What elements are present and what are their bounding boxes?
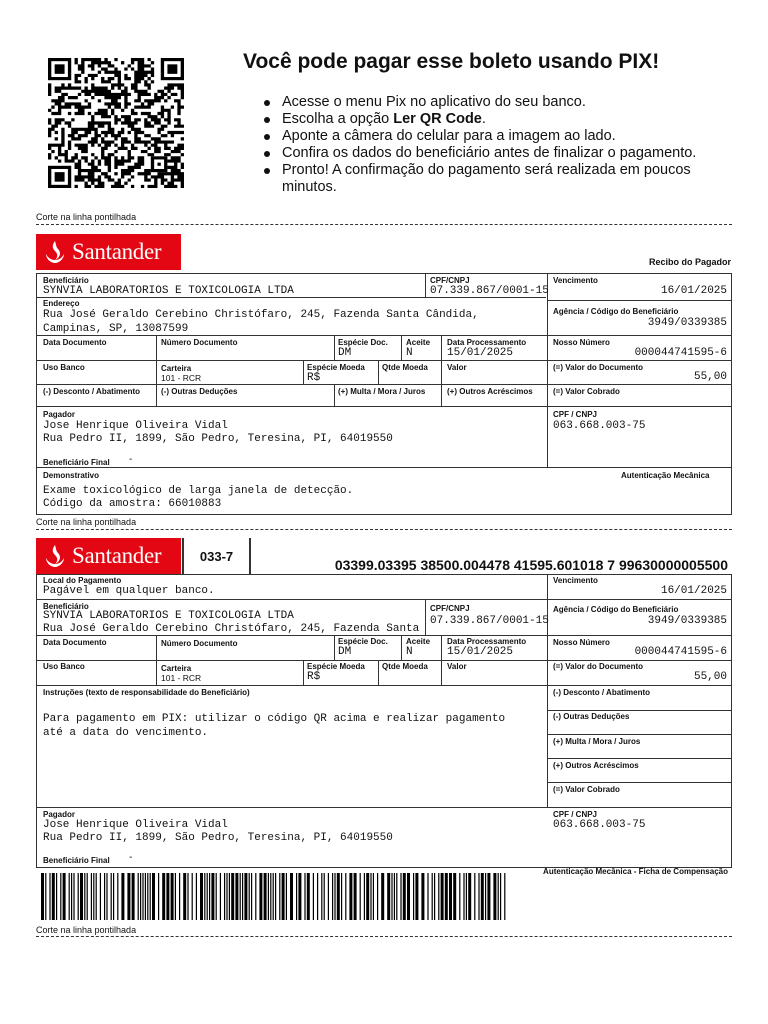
pagador-cpf-label: CPF / CNPJ <box>553 810 598 819</box>
demonstrativo-linha1: Exame toxicológico de larga janela de detecção. <box>43 485 354 497</box>
bank-code: 033-7 <box>182 538 251 574</box>
nosso-numero-label: Nosso Número <box>553 638 610 647</box>
pix-step: Acesse o menu Pix no aplicativo do seu banco. <box>264 94 734 111</box>
agencia-value: 3949/0339385 <box>647 615 727 627</box>
outras-deducoes-label: (-) Outras Deduções <box>553 712 630 721</box>
carteira-label: Carteira <box>161 364 192 373</box>
carteira-value: 101 - RCR <box>161 673 202 683</box>
agencia-value: 3949/0339385 <box>647 317 727 329</box>
data-documento-label: Data Documento <box>43 338 107 347</box>
demonstrativo-label: Demonstrativo <box>43 471 100 480</box>
beneficiario-endereco: Rua José Geraldo Cerebino Christófaro, 245, Fazenda Santa <box>43 623 420 635</box>
data-processamento-value: 15/01/2025 <box>447 347 514 359</box>
aceite-label: Aceite <box>406 338 431 347</box>
cpf-cnpj-value: 07.339.867/0001-15 <box>430 285 549 297</box>
endereco-label: Endereço <box>43 299 80 308</box>
outras-deducoes-label: (-) Outras Deduções <box>161 387 238 396</box>
beneficiario-value: SYNVIA LABORATORIOS E TOXICOLOGIA LTDA <box>43 610 294 622</box>
beneficiario-value: SYNVIA LABORATORIOS E TOXICOLOGIA LTDA <box>43 285 294 297</box>
multa-label: (+) Multa / Mora / Juros <box>338 387 426 396</box>
especie-moeda-label: Espécie Moeda <box>307 662 365 671</box>
numero-documento-label: Número Documento <box>161 639 238 648</box>
outros-acrescimos-label: (+) Outros Acréscimos <box>447 387 533 396</box>
instrucoes-label: Instruções (texto de responsabilidade do Beneficiário) <box>43 688 250 697</box>
pagador-cpf-value: 063.668.003-75 <box>553 420 646 432</box>
qtde-moeda-label: Qtde Moeda <box>382 363 428 372</box>
uso-banco-label: Uso Banco <box>43 662 85 671</box>
receipt-header: Recibo do Pagador <box>648 257 731 267</box>
data-documento-label: Data Documento <box>43 638 107 647</box>
vencimento-label: Vencimento <box>553 276 598 285</box>
especie-moeda-value: R$ <box>307 372 321 384</box>
valor-documento-value: 55,00 <box>693 671 727 683</box>
valor-documento-label: (=) Valor do Documento <box>553 662 644 671</box>
cut-line-label: Corte na linha pontilhada <box>36 925 137 935</box>
especie-moeda-label: Espécie Moeda <box>307 363 365 372</box>
aceite-label: Aceite <box>406 637 431 646</box>
valor-cobrado-label: (=) Valor Cobrado <box>553 785 620 794</box>
pagador-label: Pagador <box>43 810 76 819</box>
beneficiario-final-label: Beneficiário Final <box>43 458 110 467</box>
valor-cobrado-label: (=) Valor Cobrado <box>553 387 620 396</box>
pagador-endereco: Rua Pedro II, 1899, São Pedro, Teresina, PI, 64019550 <box>43 433 393 445</box>
cut-line-label: Corte na linha pontilhada <box>36 212 137 222</box>
bank-name: Santander <box>72 239 162 264</box>
instrucoes-text: Para pagamento em PIX: utilizar o código QR acima e realizar pagamento até a data do vencimento. <box>43 713 506 739</box>
beneficiario-final-value: - <box>129 454 133 465</box>
beneficiario-final-label: Beneficiário Final <box>43 856 110 865</box>
desconto-label: (-) Desconto / Abatimento <box>43 387 141 396</box>
aceite-value: N <box>406 646 413 658</box>
pagador-cpf-value: 063.668.003-75 <box>553 819 646 831</box>
endereco-value: Rua José Geraldo Cerebino Christófaro, 245, Fazenda Santa Cândida, Campinas, SP, 13087599 <box>43 309 479 335</box>
especie-moeda-value: R$ <box>307 671 321 683</box>
data-processamento-value: 15/01/2025 <box>447 646 514 658</box>
autenticacao-ficha-label: Autenticação Mecânica - Ficha de Compensação <box>543 867 728 876</box>
cut-line <box>36 224 732 225</box>
nosso-numero-label: Nosso Número <box>553 338 610 347</box>
vencimento-label: Vencimento <box>553 576 598 585</box>
especie-doc-label: Espécie Doc. <box>338 338 388 347</box>
vencimento-value: 16/01/2025 <box>660 585 727 597</box>
flame-icon <box>44 544 66 568</box>
multa-label: (+) Multa / Mora / Juros <box>553 737 641 746</box>
outros-acrescimos-label: (+) Outros Acréscimos <box>553 761 639 770</box>
santander-logo <box>36 538 181 574</box>
especie-doc-value: DM <box>338 347 352 359</box>
especie-doc-label: Espécie Doc. <box>338 637 388 646</box>
qtde-moeda-label: Qtde Moeda <box>382 662 428 671</box>
cpf-cnpj-value: 07.339.867/0001-15 <box>430 615 549 627</box>
carteira-value: 101 - RCR <box>161 373 202 383</box>
cut-line <box>36 936 732 937</box>
pix-title: Você pode pagar esse boleto usando PIX! <box>243 50 660 73</box>
pagador-endereco: Rua Pedro II, 1899, São Pedro, Teresina, PI, 64019550 <box>43 832 393 844</box>
uso-banco-label: Uso Banco <box>43 363 85 372</box>
beneficiario-label: Beneficiário <box>43 602 89 611</box>
autenticacao-label: Autenticação Mecânica <box>621 471 710 480</box>
pagador-label: Pagador <box>43 410 76 419</box>
beneficiario-final-value: - <box>129 852 133 863</box>
pagador-nome: Jose Henrique Oliveira Vidal <box>43 420 228 432</box>
nosso-numero-value: 000044741595-6 <box>634 347 727 359</box>
cut-line-label: Corte na linha pontilhada <box>36 517 137 527</box>
santander-logo <box>36 234 181 270</box>
pix-step: Escolha a opção Ler QR Code. <box>264 111 734 128</box>
data-processamento-label: Data Processamento <box>447 637 527 646</box>
pix-instructions <box>264 94 734 196</box>
data-processamento-label: Data Processamento <box>447 338 527 347</box>
local-pagamento-value: Pagável em qualquer banco. <box>43 585 215 597</box>
pix-step: Pronto! A confirmação do pagamento será realizada em poucos minutos. <box>264 162 734 196</box>
agencia-label: Agência / Código do Beneficiário <box>553 605 679 614</box>
valor-label: Valor <box>447 363 467 372</box>
linha-digitavel: 03399.03395 38500.004478 41595.601018 7 99630000005500 <box>334 557 728 573</box>
valor-documento-label: (=) Valor do Documento <box>553 363 644 372</box>
carteira-label: Carteira <box>161 664 192 673</box>
barcode <box>41 873 507 920</box>
demonstrativo-linha2: Código da amostra: 66010883 <box>43 498 222 510</box>
valor-label: Valor <box>447 662 467 671</box>
flame-icon <box>44 240 66 264</box>
vencimento-value: 16/01/2025 <box>660 285 727 297</box>
pix-step: Aponte a câmera do celular para a imagem ao lado. <box>264 128 734 145</box>
pagador-nome: Jose Henrique Oliveira Vidal <box>43 819 228 831</box>
agencia-label: Agência / Código do Beneficiário <box>553 307 679 316</box>
aceite-value: N <box>406 347 413 359</box>
local-pagamento-label: Local do Pagamento <box>43 576 122 585</box>
pagador-cpf-label: CPF / CNPJ <box>553 410 598 419</box>
bank-name: Santander <box>72 543 162 568</box>
numero-documento-label: Número Documento <box>161 338 238 347</box>
cpf-cnpj-label: CPF/CNPJ <box>430 604 470 613</box>
beneficiario-label: Beneficiário <box>43 276 89 285</box>
cut-line <box>36 529 732 530</box>
pix-step: Confira os dados do beneficiário antes de finalizar o pagamento. <box>264 145 734 162</box>
cpf-cnpj-label: CPF/CNPJ <box>430 276 470 285</box>
valor-documento-value: 55,00 <box>693 371 727 383</box>
nosso-numero-value: 000044741595-6 <box>634 646 727 658</box>
especie-doc-value: DM <box>338 646 352 658</box>
pix-qr-code <box>48 58 184 188</box>
desconto-label: (-) Desconto / Abatimento <box>553 688 651 697</box>
